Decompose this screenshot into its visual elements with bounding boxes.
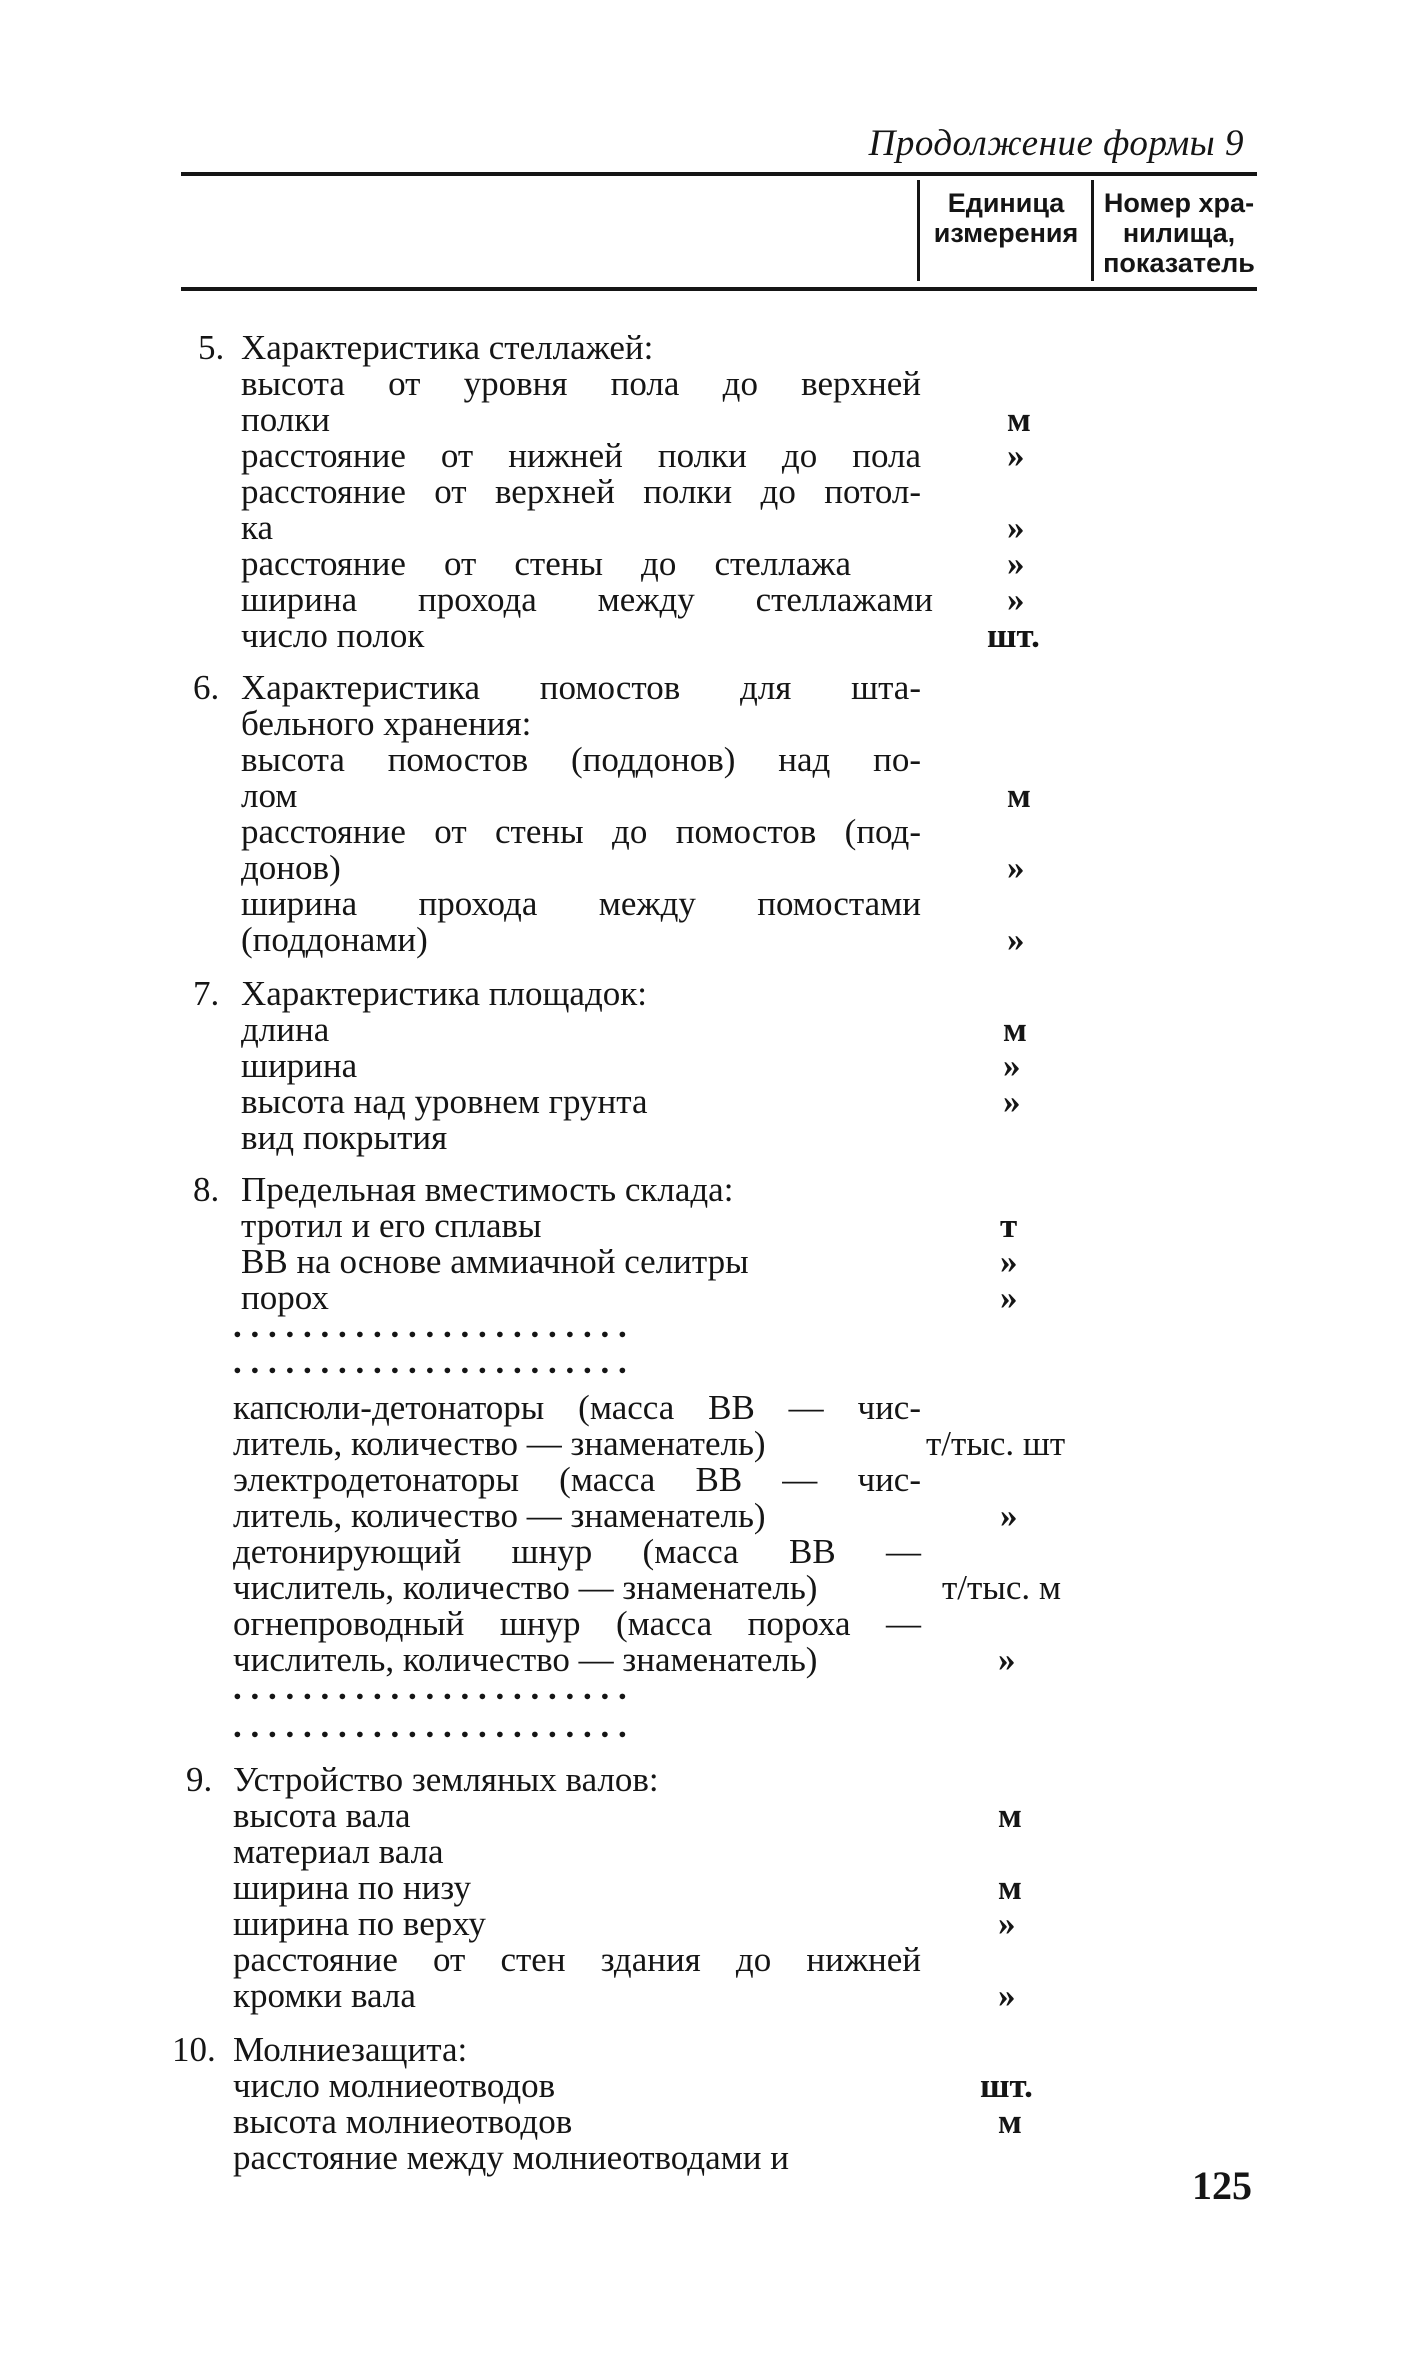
row-text: ширина прохода между стеллажами <box>241 580 933 619</box>
row-unit: т/тыс. м <box>942 1568 1062 1607</box>
row-unit: » <box>1000 1242 1018 1281</box>
row-unit: м <box>1007 776 1031 815</box>
row-text: ВВ на основе аммиачной селитры <box>241 1242 749 1281</box>
header-rule-bottom <box>181 287 1257 291</box>
item-heading: Характеристика стеллажей: <box>241 328 654 367</box>
item-heading: Устройство земляных валов: <box>233 1760 659 1799</box>
row-text: огнепроводный шнур (масса пороха — <box>233 1604 921 1643</box>
row-text: ширина <box>241 1046 358 1085</box>
row-text: литель, количество — знаменатель) <box>233 1496 766 1535</box>
row-unit: » <box>1007 436 1025 475</box>
item-heading: Предельная вместимость склада: <box>241 1170 734 1209</box>
row-text: расстояние от стены до помостов (под- <box>241 812 921 851</box>
item-number: 10. <box>172 2030 216 2069</box>
row-unit: » <box>1000 1496 1018 1535</box>
column-header-storage-number: Номер хра- нилища, показатель <box>1103 188 1255 278</box>
row-text: высота вала <box>233 1796 411 1835</box>
ellipsis-row: . . . . . . . . . . . . . . . . . . . . . . . <box>233 1670 627 1706</box>
row-text: ширина прохода между помостами <box>241 884 921 923</box>
row-text: числитель, количество — знаменатель) <box>233 1640 818 1679</box>
row-unit: » <box>1003 1082 1021 1121</box>
row-unit: шт. <box>980 2066 1033 2105</box>
item-number: 6. <box>193 668 220 707</box>
row-text: расстояние от нижней полки до пола <box>241 436 921 475</box>
row-text: электродетонаторы (масса ВВ — чис- <box>233 1460 921 1499</box>
row-text: порох <box>241 1278 329 1317</box>
ellipsis-row: . . . . . . . . . . . . . . . . . . . . . . . <box>233 1308 627 1344</box>
row-unit: » <box>1003 1046 1021 1085</box>
row-unit: м <box>998 1796 1022 1835</box>
row-text: донов) <box>241 848 341 887</box>
header-rule-top <box>181 172 1257 176</box>
row-text: расстояние от стены до стеллажа <box>241 544 851 583</box>
row-unit: м <box>998 1868 1022 1907</box>
row-text: вид покрытия <box>241 1118 448 1157</box>
ellipsis-row: . . . . . . . . . . . . . . . . . . . . . . . <box>233 1708 627 1744</box>
row-text: ка <box>241 508 274 547</box>
item-heading: бельного хранения: <box>241 704 532 743</box>
row-text: расстояние между молниеотводами и <box>233 2138 790 2177</box>
row-unit: м <box>1007 400 1031 439</box>
row-text: высота молниеотводов <box>233 2102 573 2141</box>
row-unit: м <box>1003 1010 1027 1049</box>
row-text: высота помостов (поддонов) над по- <box>241 740 921 779</box>
row-text: высота над уровнем грунта <box>241 1082 648 1121</box>
row-text: (поддонами) <box>241 920 428 959</box>
row-text: число полок <box>241 616 425 655</box>
item-number: 5. <box>198 328 225 367</box>
item-heading: Характеристика помостов для шта- <box>241 668 921 707</box>
row-text: высота от уровня пола до верхней <box>241 364 921 403</box>
item-heading: Молниезащита: <box>233 2030 468 2069</box>
row-unit: » <box>1007 920 1025 959</box>
column-separator <box>917 180 920 281</box>
row-text: литель, количество — знаменатель) <box>233 1424 766 1463</box>
row-unit: » <box>1007 580 1025 619</box>
page-number: 125 <box>1192 2163 1252 2208</box>
item-heading: Характеристика площадок: <box>241 974 647 1013</box>
row-unit: шт. <box>987 616 1040 655</box>
row-unit: » <box>998 1904 1016 1943</box>
row-text: детонирующий шнур (масса ВВ — <box>233 1532 921 1571</box>
item-number: 8. <box>193 1170 220 1209</box>
column-header-unit: Единица измерения <box>933 188 1079 248</box>
ellipsis-row: . . . . . . . . . . . . . . . . . . . . . . . <box>233 1344 627 1380</box>
row-unit: т <box>1000 1206 1018 1245</box>
row-unit: » <box>1007 544 1025 583</box>
row-text: тротил и его сплавы <box>241 1206 542 1245</box>
row-text: ширина по верху <box>233 1904 486 1943</box>
row-text: число молниеотводов <box>233 2066 556 2105</box>
row-text: числитель, количество — знаменатель) <box>233 1568 818 1607</box>
row-unit: т/тыс. шт <box>926 1424 1066 1463</box>
row-unit: » <box>998 1976 1016 2015</box>
row-text: ширина по низу <box>233 1868 471 1907</box>
row-unit: » <box>1000 1278 1018 1317</box>
row-unit: » <box>998 1640 1016 1679</box>
row-text: расстояние от стен здания до нижней <box>233 1940 921 1979</box>
row-text: материал вала <box>233 1832 444 1871</box>
item-number: 9. <box>186 1760 213 1799</box>
row-text: расстояние от верхней полки до потол- <box>241 472 921 511</box>
row-unit: » <box>1007 848 1025 887</box>
row-text: кромки вала <box>233 1976 416 2015</box>
header-title: Продолжение формы 9 <box>868 123 1244 164</box>
row-text: полки <box>241 400 330 439</box>
item-number: 7. <box>193 974 220 1013</box>
row-text: длина <box>241 1010 330 1049</box>
row-text: капсюли-детонаторы (масса ВВ — чис- <box>233 1388 921 1427</box>
row-text: лом <box>241 776 298 815</box>
row-unit: » <box>1007 508 1025 547</box>
row-unit: м <box>998 2102 1022 2141</box>
